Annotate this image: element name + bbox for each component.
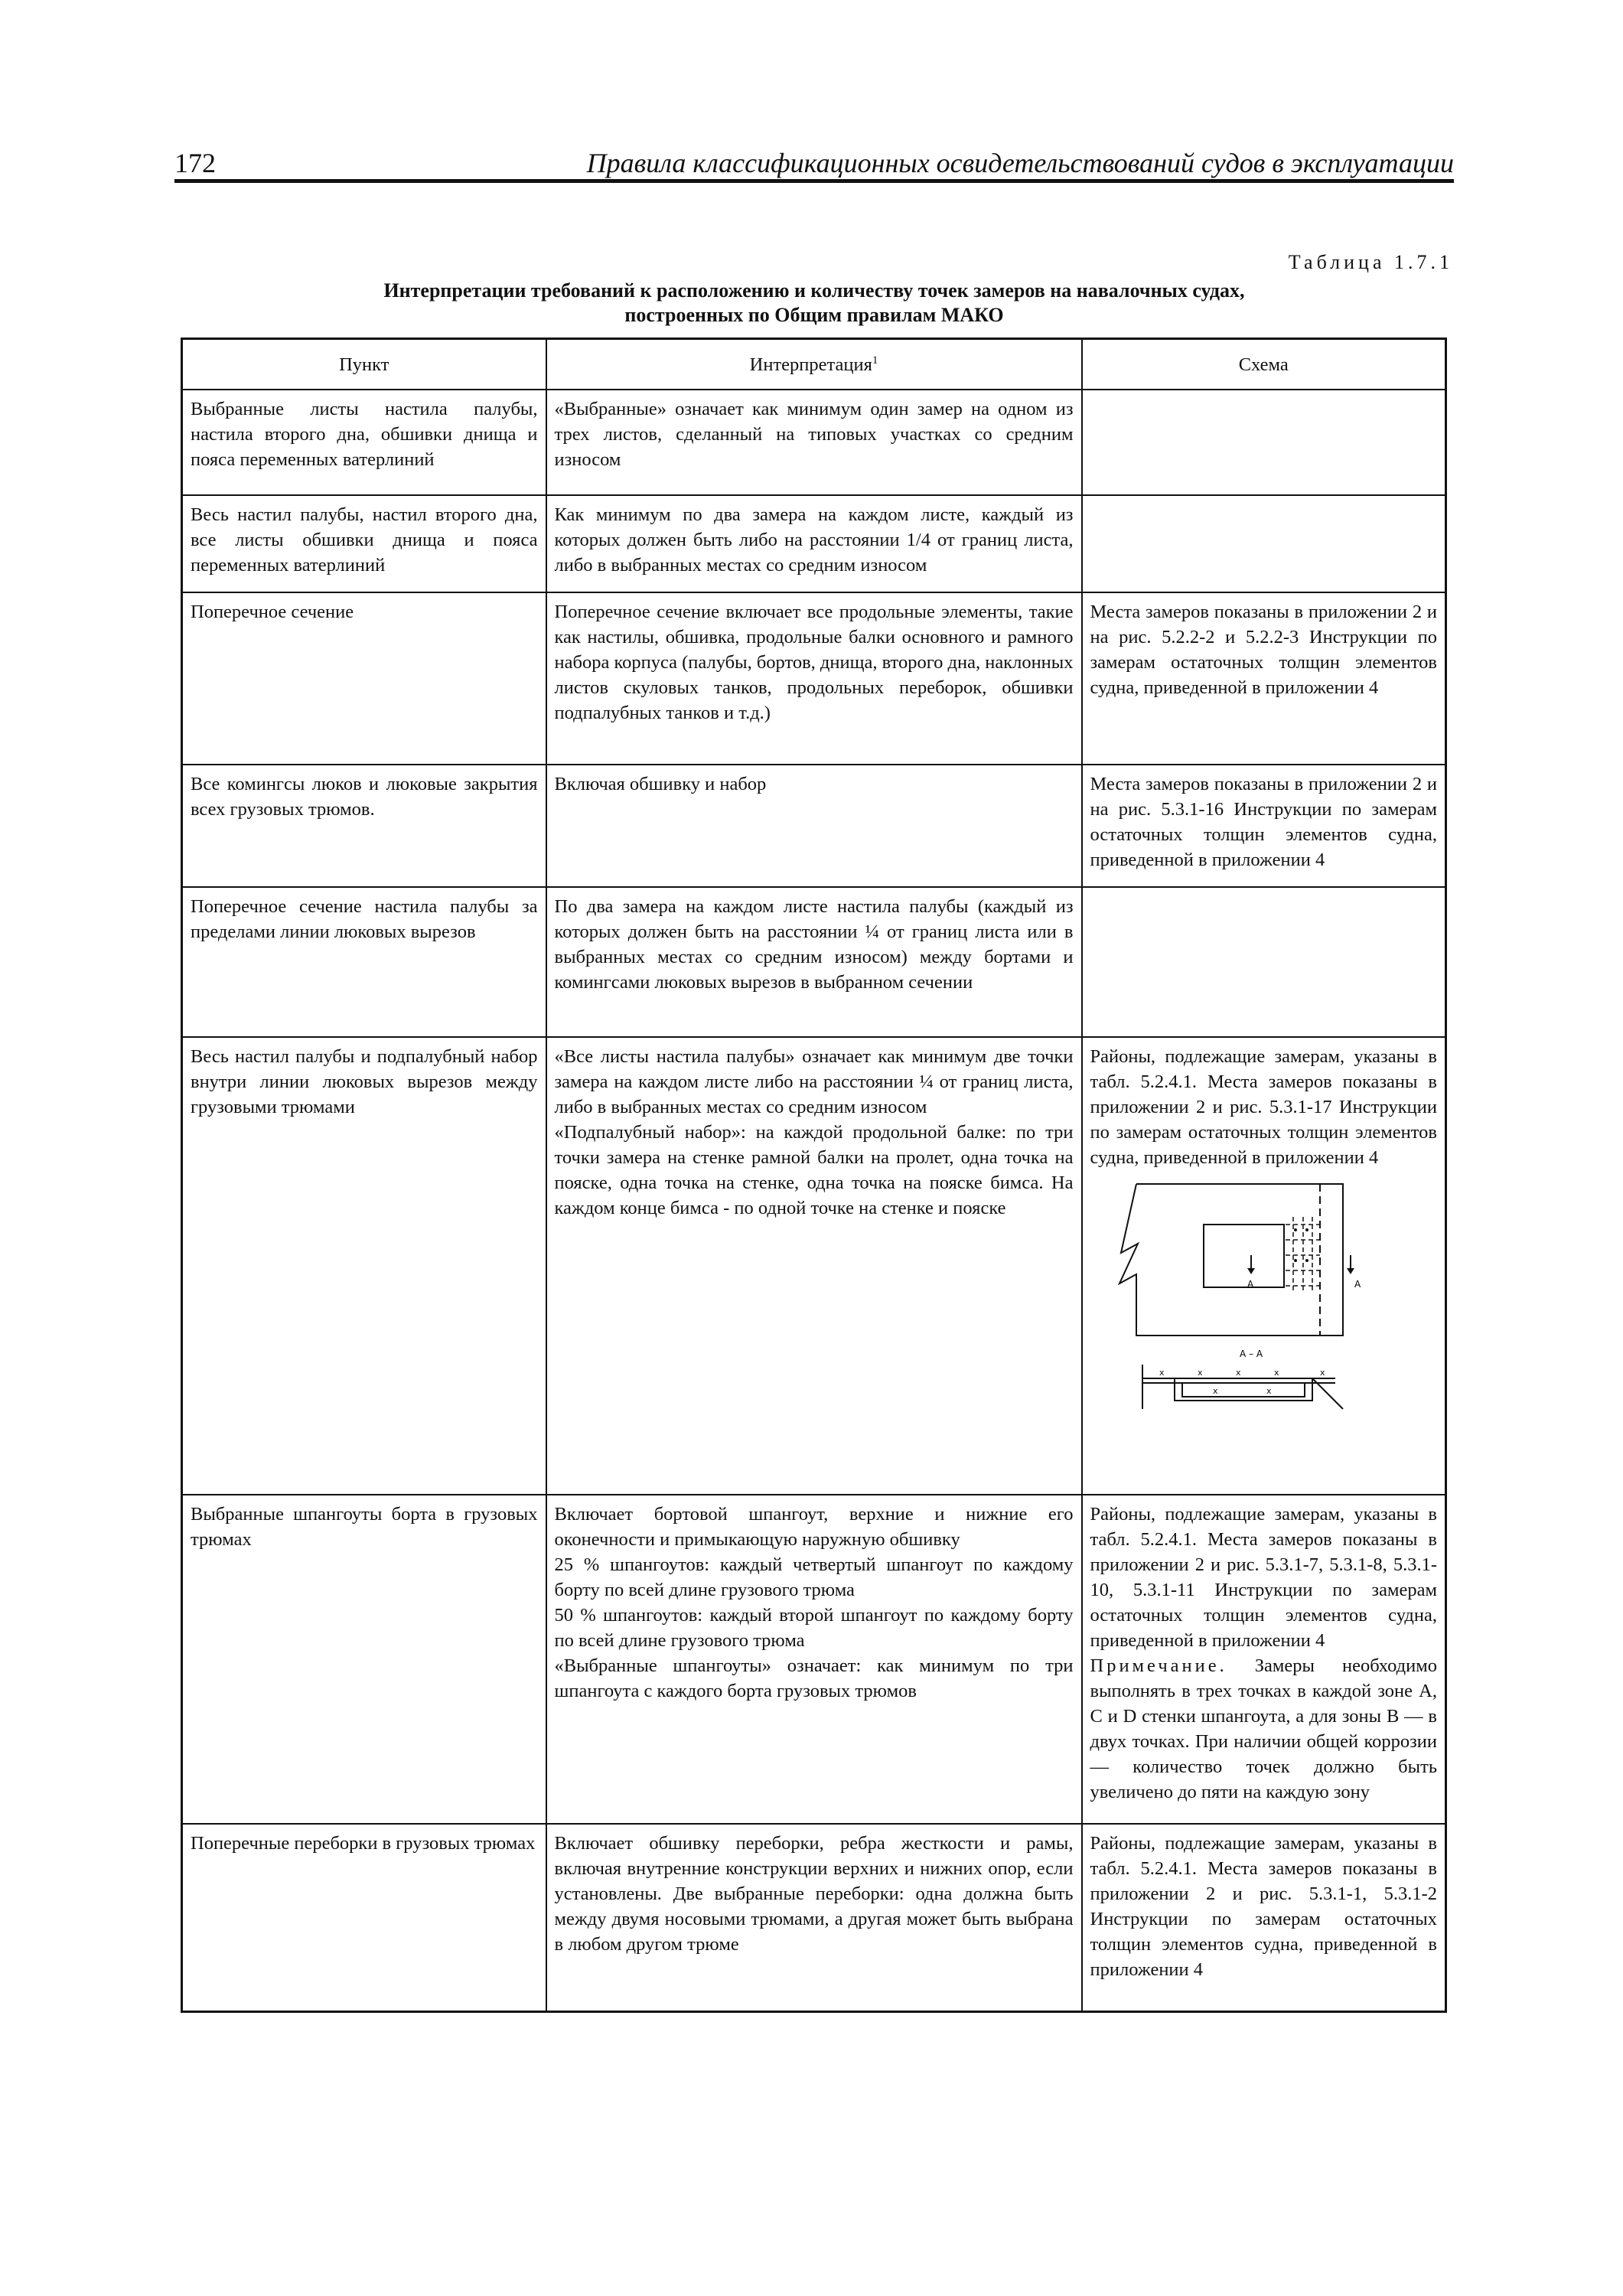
page-number: 172: [174, 148, 216, 178]
running-title: Правила классификационных освидетельствований судов в эксплуатации: [586, 148, 1454, 178]
schema-note: [1090, 1653, 1438, 1805]
table-row: [182, 495, 1446, 592]
schema-cell: Районы, подлежащие замерам, указаны в табл. 5.2.4.1. Места замеров показаны в приложении 2 и рис. 5.3.1-1, 5.3.1-2 Инструкции по замерам остаточных толщин элементов судна, приведенной в приложении 4: [1082, 1824, 1446, 2011]
item-cell: Поперечное сечение: [182, 592, 546, 765]
item-cell: Выбранные листы настила палубы, настила второго дна, обшивки днища и пояса переменных ватерлиний: [182, 390, 546, 495]
svg-text:x: x: [1266, 1386, 1272, 1396]
caption-line-2: построенных по Общим правилам МАКО: [624, 304, 1004, 326]
table-row: [182, 765, 1446, 887]
table-row: [182, 1495, 1446, 1824]
svg-text:x: x: [1159, 1368, 1165, 1378]
table-header-row: [182, 339, 1446, 390]
svg-text:x: x: [1273, 1368, 1279, 1378]
schema-cell: Районы, подлежащие замерам, указаны в табл. 5.2.4.1. Места замеров показаны в приложении 2 и рис. 5.3.1-17 Инструкции по замерам остаточных толщин элементов судна, приведенной в приложении 4 A A A – A x x x x x x x: [1082, 1037, 1446, 1495]
schema-cell: Места замеров показаны в приложении 2 и на рис. 5.2.2-2 и 5.2.2-3 Инструкции по замерам остаточных толщин элементов судна, приведенной в приложении 4: [1082, 592, 1446, 765]
svg-text:x: x: [1319, 1368, 1325, 1378]
table-row: [182, 390, 1446, 495]
table-row: [182, 1037, 1446, 1495]
column-header-item: Пункт: [182, 339, 546, 390]
schema-cell: Места замеров показаны в приложении 2 и на рис. 5.3.1-16 Инструкции по замерам остаточных толщин элементов судна, приведенной в приложении 4: [1082, 765, 1446, 887]
caption-line-1: Интерпретации требований к расположению и количеству точек замеров на навалочных судах,: [383, 279, 1245, 302]
interpretation-cell: «Все листы настила палубы» означает как минимум две точки замера на каждом листе либо на расстоянии ¼ от границ листа, либо в выбранных местах со средним износом «Подпалубный набор»: на каждой продольной балке: по три точки замера на стенке рамной балки на пролет, одна точка на пояске, одна точка на стенке, одна точка на пояске бимса. На каждом конце бимса - по одной точке на стенке и пояске: [546, 1037, 1082, 1495]
interpretation-cell: По два замера на каждом листе настила палубы (каждый из которых должен быть на расстоянии ¼ от границ листа или в выбранных местах со средним износом) между бортами и комингсами люковых вырезов в выбранном сечении: [546, 887, 1082, 1037]
table-row: [182, 887, 1446, 1037]
section-marker-right: A: [1354, 1279, 1361, 1290]
item-cell: Весь настил палубы, настил второго дна, все листы обшивки днища и пояса переменных ватерлиний: [182, 495, 546, 592]
note-text: Замеры необходимо выполнять в трех точках в каждой зоне A, C и D стенки шпангоута, а для зоны B — в двух точках. При наличии общей коррозии — количество точек должно быть увеличено до пяти на каждую зону: [1090, 1655, 1438, 1802]
svg-text:x: x: [1197, 1368, 1203, 1378]
svg-text:x: x: [1235, 1368, 1241, 1378]
schema-cell: Районы, подлежащие замерам, указаны в табл. 5.2.4.1. Места замеров показаны в приложении 2 и рис. 5.3.1-7, 5.3.1-8, 5.3.1-10, 5.3.1-11 Инструкции по замерам остаточных толщин элементов судна, приведенной в приложении 4 Примечание. Замеры необходимо выполнять в трех точках в каждой зоне A, C и D стенки шпангоута, а для зоны B — в двух точках. При наличии общей коррозии — количество точек должно быть увеличено до пяти на каждую зону: [1082, 1495, 1446, 1824]
interpretation-cell: Поперечное сечение включает все продольные элементы, такие как настилы, обшивка, продольные балки основного и рамного набора корпуса (палубы, бортов, днища, второго дна, наклонных листов скуловых танков, продольных переборок, обшивки подпалубных танков и т.д.): [546, 592, 1082, 765]
page-header: [174, 147, 1454, 178]
interpretation-cell: Включая обшивку и набор: [546, 765, 1082, 887]
schema-cell: [1082, 390, 1446, 495]
item-cell: Все комингсы люков и люковые закрытия всех грузовых трюмов.: [182, 765, 546, 887]
table-row: [182, 1824, 1446, 2011]
column-header-schema: Схема: [1082, 339, 1446, 390]
table-caption: [174, 279, 1454, 328]
item-cell: Поперечное сечение настила палубы за пределами линии люковых вырезов: [182, 887, 546, 1037]
section-arrow-left-icon: [1247, 1268, 1255, 1274]
table-row: [182, 592, 1446, 765]
interpretation-cell: Как минимум по два замера на каждом листе, каждый из которых должен быть либо на расстоянии 1/4 от границ листа, либо в выбранных местах со средним износом: [546, 495, 1082, 592]
footnote-marker: 1: [872, 354, 878, 367]
section-arrow-right-icon: [1347, 1268, 1354, 1274]
item-cell: Поперечные переборки в грузовых трюмах: [182, 1824, 546, 2011]
section-view-label: A – A: [1239, 1349, 1263, 1359]
item-cell: Выбранные шпангоуты борта в грузовых трюмах: [182, 1495, 546, 1824]
interpretation-cell: Включает обшивку переборки, ребра жесткости и рамы, включая внутренние конструкции верхних и нижних опор, если установлены. Две выбранные переборки: одна должна быть между двумя носовыми трюмами, а другая может быть выбрана в любом другом трюме: [546, 1824, 1082, 2011]
interpretation-cell: Включает бортовой шпангоут, верхние и нижние его оконечности и примыкающую наружную обшивку 25 % шпангоутов: каждый четвертый шпангоут по каждому борту по всей длине грузового трюма 50 % шпангоутов: каждый второй шпангоут по каждому борту по всей длине грузового трюма «Выбранные шпангоуты» означает: как минимум по три шпангоута с каждого борта грузовых трюмов: [546, 1495, 1082, 1824]
table-label: Таблица 1.7.1: [1288, 251, 1453, 273]
schema-cell: [1082, 495, 1446, 592]
interpretation-cell: «Выбранные» означает как минимум один замер на одном из трех листов, сделанный на типовых участках со средним износом: [546, 390, 1082, 495]
header-rule: [174, 179, 1454, 183]
schema-cell: [1082, 887, 1446, 1037]
section-marker-left: A: [1247, 1279, 1253, 1290]
note-label: Примечание.: [1090, 1655, 1227, 1676]
svg-text:x: x: [1212, 1386, 1218, 1396]
item-cell: Весь настил палубы и подпалубный набор внутри линии люковых вырезов между грузовыми трюмами: [182, 1037, 546, 1495]
column-header-interpretation: Интерпретация$^1$: [546, 339, 1082, 390]
interpretation-table: [181, 338, 1447, 2013]
deck-measurement-diagram: [1090, 1182, 1427, 1412]
